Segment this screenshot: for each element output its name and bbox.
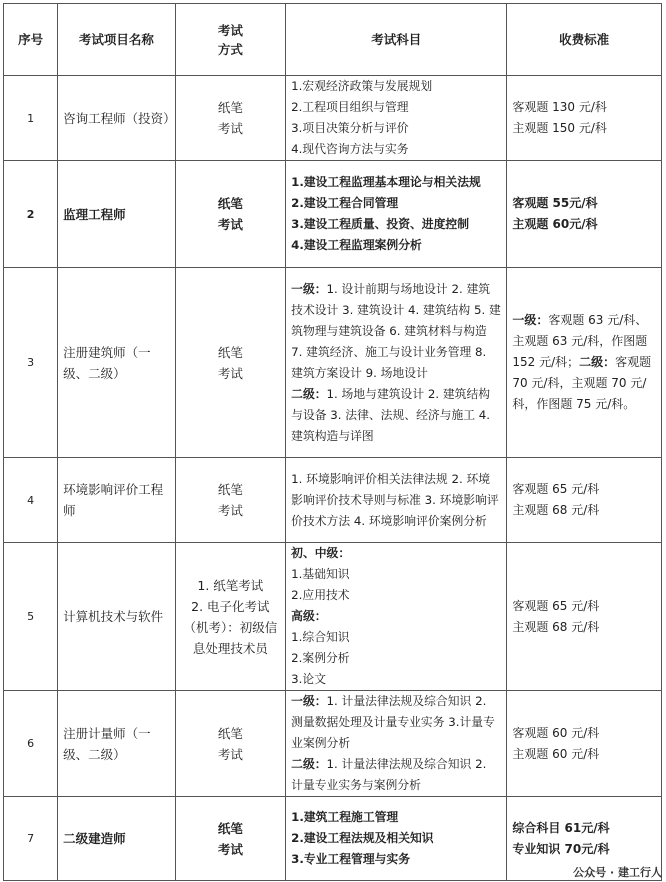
row-number: 2 — [4, 161, 58, 268]
exam-fee: 客观题 130 元/科 主观题 150 元/科 — [507, 76, 662, 161]
row-number: 6 — [4, 691, 58, 797]
header-fee: 收费标准 — [507, 4, 662, 76]
header-method: 考试 方式 — [175, 4, 286, 76]
exam-fee: 一级：客观题 63 元/科、主观题 63 元/科，作图题 152 元/科；二级：客观题 70 元/科，主观题 70 元/科，作图题 75 元/科。 — [507, 268, 662, 458]
exam-subjects: 1.建筑工程施工管理 2.建设工程法规及相关知识 3.专业工程管理与实务 — [286, 797, 507, 881]
table-row — [4, 161, 662, 268]
exam-name: 监理工程师 — [58, 161, 175, 268]
exam-method: 纸笔 考试 — [175, 161, 286, 268]
watermark: 公众号 · 建工行人 — [573, 866, 662, 879]
exam-name: 二级建造师 — [58, 797, 175, 881]
table-row — [4, 797, 662, 881]
exam-fee: 客观题 55元/科 主观题 60元/科 — [507, 161, 662, 268]
exam-method: 纸笔 考试 — [175, 691, 286, 797]
fee-table — [3, 3, 662, 881]
table-row — [4, 691, 662, 797]
exam-name: 注册建筑师（一级、二级） — [58, 268, 175, 458]
header-name: 考试项目名称 — [58, 4, 175, 76]
exam-subjects: 一级：1. 设计前期与场地设计 2. 建筑技术设计 3. 建筑设计 4. 建筑结构 5. 建筑物理与建筑设备 6. 建筑材料与构造 7. 建筑经济、施工与设计业务管理 8. 建筑方案设计 9. 场地设计 二级：1. 场地与建筑设计 2. 建筑结构与设备 3. 法律、法规、经济与施工 4. 建筑构造与详图 — [286, 268, 507, 458]
header-no: 序号 — [4, 4, 58, 76]
exam-name: 咨询工程师（投资） — [58, 76, 175, 161]
exam-fee: 客观题 60 元/科 主观题 60 元/科 — [507, 691, 662, 797]
header-row — [4, 4, 662, 76]
exam-fee: 客观题 65 元/科 主观题 68 元/科 — [507, 543, 662, 691]
exam-subjects: 1. 环境影响评价相关法律法规 2. 环境影响评价技术导则与标准 3. 环境影响评价技术方法 4. 环境影响评价案例分析 — [286, 458, 507, 543]
row-number: 4 — [4, 458, 58, 543]
row-number: 7 — [4, 797, 58, 881]
exam-name: 计算机技术与软件 — [58, 543, 175, 691]
header-subjects: 考试科目 — [286, 4, 507, 76]
exam-fee: 客观题 65 元/科 主观题 68 元/科 — [507, 458, 662, 543]
table-row — [4, 268, 662, 458]
exam-method: 1. 纸笔考试 2. 电子化考试（机考）：初级信息处理技术员 — [175, 543, 286, 691]
table-row — [4, 76, 662, 161]
exam-method: 纸笔 考试 — [175, 268, 286, 458]
exam-name: 环境影响评价工程师 — [58, 458, 175, 543]
exam-subjects: 1.建设工程监理基本理论与相关法规 2.建设工程合同管理 3.建设工程质量、投资、进度控制 4.建设工程监理案例分析 — [286, 161, 507, 268]
exam-method: 纸笔 考试 — [175, 797, 286, 881]
row-number: 1 — [4, 76, 58, 161]
exam-subjects: 一级：1. 计量法律法规及综合知识 2. 测量数据处理及计量专业实务 3.计量专业案例分析 二级：1. 计量法律法规及综合知识 2. 计量专业实务与案例分析 — [286, 691, 507, 797]
exam-fee: 综合科目 61元/科 专业知识 70元/科 — [507, 797, 662, 881]
exam-subjects: 初、中级： 1.基础知识 2.应用技术 高级： 1.综合知识 2.案例分析 3.论文 — [286, 543, 507, 691]
table-row — [4, 458, 662, 543]
exam-method: 纸笔 考试 — [175, 458, 286, 543]
row-number: 3 — [4, 268, 58, 458]
table-row — [4, 543, 662, 691]
exam-subjects: 1.宏观经济政策与发展规划 2.工程项目组织与管理 3.项目决策分析与评价 4.现代咨询方法与实务 — [286, 76, 507, 161]
exam-name: 注册计量师（一级、二级） — [58, 691, 175, 797]
row-number: 5 — [4, 543, 58, 691]
exam-method: 纸笔 考试 — [175, 76, 286, 161]
